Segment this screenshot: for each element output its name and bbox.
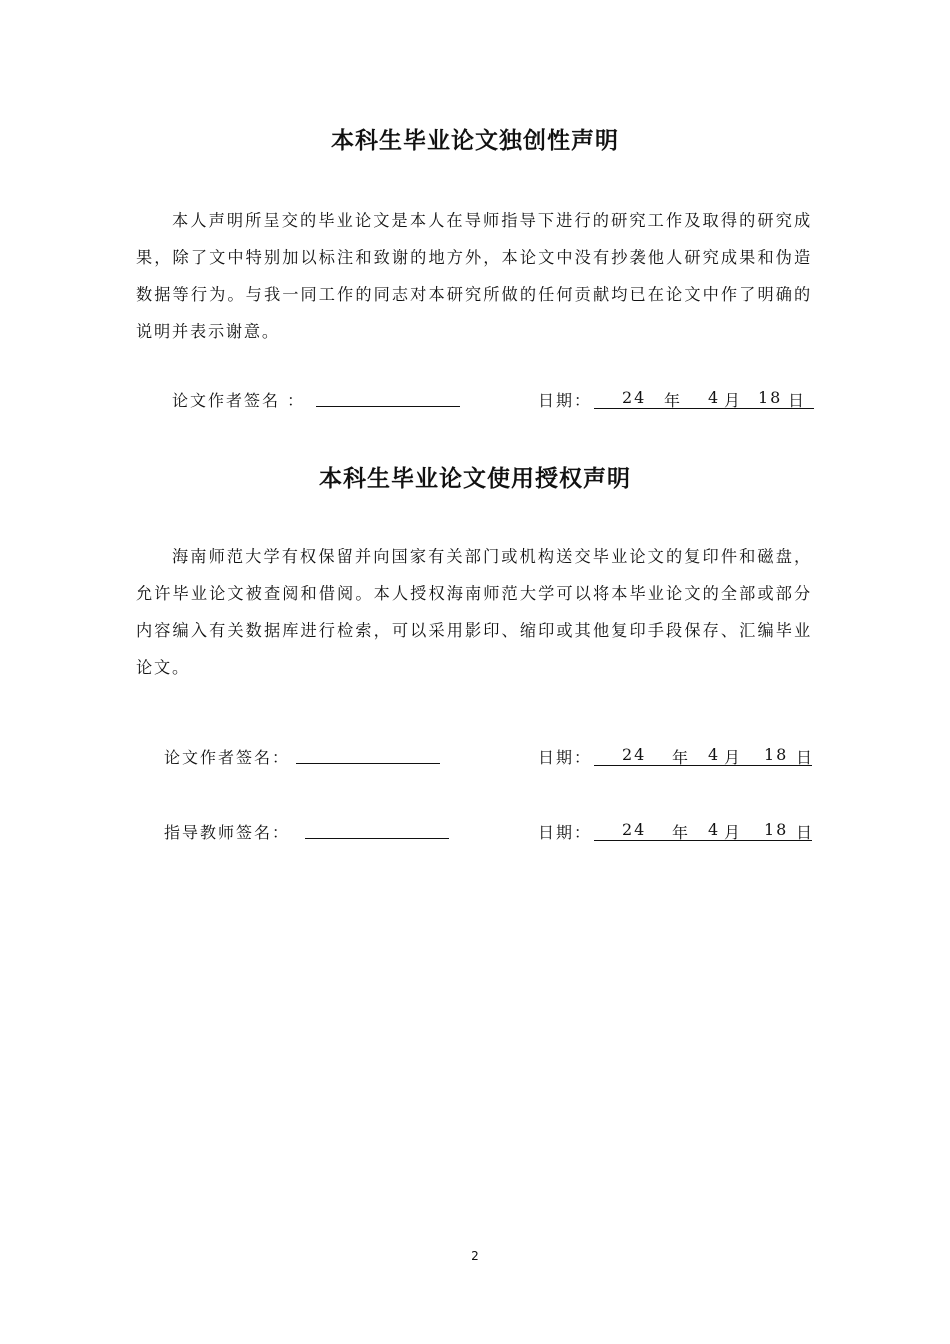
author-signature-blank xyxy=(316,406,460,407)
advisor-signature-blank xyxy=(305,838,449,839)
date-month: 4 xyxy=(708,388,721,407)
author-signature-blank xyxy=(296,763,440,764)
author-signature-label: 论文作者签名 ： xyxy=(172,391,306,410)
authorization-declaration-title: 本科生毕业论文使用授权声明 xyxy=(319,466,631,492)
date-month-unit: 月 xyxy=(724,748,743,767)
date-month-unit: 月 xyxy=(724,823,743,842)
originality-declaration-title: 本科生毕业论文独创性声明 xyxy=(331,128,619,154)
date-year: 24 xyxy=(622,745,647,764)
date-label: 日期： xyxy=(538,823,593,842)
date-month-unit: 月 xyxy=(724,391,743,410)
authorization-advisor-signature-row xyxy=(0,820,950,846)
date-year-unit: 年 xyxy=(664,391,683,410)
author-signature-label: 论文作者签名： xyxy=(164,748,291,767)
date-year-unit: 年 xyxy=(672,748,691,767)
authorization-declaration-body: 海南师范大学有权保留并向国家有关部门或机构送交毕业论文的复印件和磁盘，允许毕业论文被查阅和借阅。本人授权海南师范大学可以将本毕业论文的全部或部分内容编入有关数据库进行检索，可以采用影印、缩印或其他复印手段保存、汇编毕业论文。 xyxy=(136,547,812,677)
date-label: 日期： xyxy=(538,748,593,767)
advisor-signature-label: 指导教师签名： xyxy=(164,823,291,842)
date-day: 18 xyxy=(758,388,783,407)
originality-declaration-body: 本人声明所呈交的毕业论文是本人在导师指导下进行的研究工作及取得的研究成果，除了文中特别加以标注和致谢的地方外，本论文中没有抄袭他人研究成果和伪造数据等行为。与我一同工作的同志对本研究所做的任何贡献均已在论文中作了明确的说明并表示谢意。 xyxy=(136,211,812,341)
date-day: 18 xyxy=(764,745,789,764)
date-day: 18 xyxy=(764,820,789,839)
date-day-unit: 日 xyxy=(796,748,815,767)
date-day-unit: 日 xyxy=(788,391,807,410)
date-field xyxy=(594,388,814,409)
originality-signature-row xyxy=(0,388,950,414)
date-label: 日期： xyxy=(538,391,593,410)
date-year-unit: 年 xyxy=(672,823,691,842)
page-number: 2 xyxy=(471,1249,479,1263)
date-field xyxy=(594,745,815,767)
date-year: 24 xyxy=(622,388,647,407)
date-field xyxy=(594,820,815,842)
authorization-author-signature-row xyxy=(0,745,950,771)
date-month: 4 xyxy=(708,745,721,764)
date-year: 24 xyxy=(622,820,647,839)
date-day-unit: 日 xyxy=(796,823,815,842)
date-month: 4 xyxy=(708,820,721,839)
